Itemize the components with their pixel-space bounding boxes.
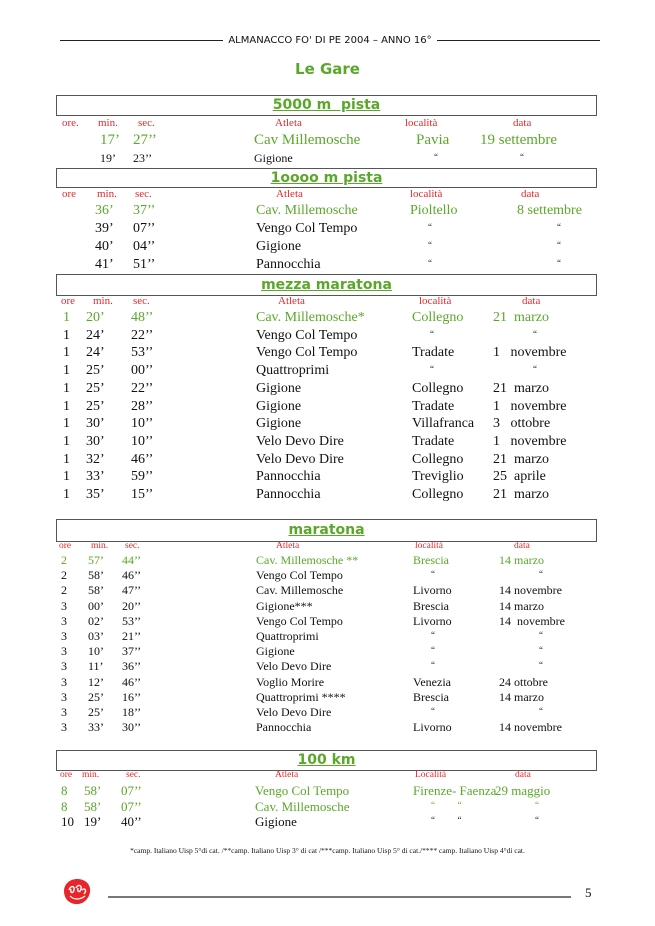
cell-data: 29 maggio xyxy=(495,783,551,798)
cell-min: 00’ xyxy=(88,598,104,613)
cell-ore: 10 xyxy=(61,814,74,829)
table-row xyxy=(0,416,655,434)
cell-min: 58’ xyxy=(88,583,104,598)
column-header-localita: Località xyxy=(415,770,447,780)
column-header-ore: ore. xyxy=(62,117,79,129)
cell-min: 30’ xyxy=(86,433,105,449)
column-header-sec: sec. xyxy=(126,770,141,780)
cell-atleta: Gigione xyxy=(256,380,302,396)
cell-localita: Collegno xyxy=(412,310,464,325)
cell-sec: 07’’ xyxy=(121,798,142,814)
cell-data: 14 novembre xyxy=(499,720,562,735)
cell-sec: 16’’ xyxy=(122,689,142,704)
cell-ore: 1 xyxy=(63,469,70,485)
table-row xyxy=(0,257,655,275)
cell-data: 21 marzo xyxy=(493,451,549,467)
table-row xyxy=(0,487,655,505)
cell-atleta: Gigione xyxy=(256,239,302,254)
cell-min: 39’ xyxy=(95,221,114,236)
cell-min: 25’ xyxy=(86,380,105,396)
cell-data: “ xyxy=(557,240,561,250)
cell-sec: 22’’ xyxy=(131,380,154,396)
cell-data: 19 settembre xyxy=(480,132,558,148)
cell-atleta: Gigione*** xyxy=(256,598,313,613)
footer-rule xyxy=(108,896,571,898)
cell-localita: “ xyxy=(428,240,432,250)
column-header-data: data xyxy=(513,117,532,129)
cell-data: “ xyxy=(520,152,524,162)
cell-data: 21 marzo xyxy=(493,380,549,396)
cell-ore: 1 xyxy=(63,451,70,467)
table-row xyxy=(0,328,655,346)
cell-data: “ xyxy=(539,569,543,580)
cell-ore: 1 xyxy=(63,310,70,325)
table-row xyxy=(0,151,655,169)
cell-sec: 53’’ xyxy=(122,613,142,628)
cell-data: 1 novembre xyxy=(493,398,567,414)
cell-ore: 1 xyxy=(63,398,70,414)
cell-ore: 3 xyxy=(61,629,67,643)
column-header-localita: località xyxy=(410,188,443,200)
cell-ore: 2 xyxy=(61,583,67,598)
cell-data: “ xyxy=(535,815,539,825)
cell-localita: Venezia xyxy=(413,674,451,689)
cell-localita: “ “ xyxy=(431,815,462,825)
cell-ore: 3 xyxy=(61,674,67,689)
cell-ore: 2 xyxy=(61,568,67,583)
footnote: *camp. Italiano Uisp 5°di cat. /**camp. Italiano Uisp 3° di cat /***camp. Italiano Uisp 5° di cat./**** camp. Italiano Uisp 4°di cat. xyxy=(130,846,525,855)
column-header-min: min. xyxy=(91,541,109,551)
table-row xyxy=(0,399,655,417)
cell-atleta: Quattroprimi xyxy=(256,363,330,379)
cell-sec: 36’’ xyxy=(122,659,142,674)
cell-localita: Tradate xyxy=(412,433,455,449)
table-row xyxy=(0,345,655,363)
cell-atleta: Cav. Millemosche* xyxy=(256,310,365,325)
cell-min: 25’ xyxy=(88,689,104,704)
cell-localita: “ xyxy=(431,706,435,716)
cell-localita: “ xyxy=(431,630,435,640)
cell-ore: 1 xyxy=(63,433,70,449)
cell-ore: 1 xyxy=(63,327,70,343)
cell-atleta: Cav. Millemosche xyxy=(256,583,344,598)
cell-localita: “ “ xyxy=(431,799,462,810)
cell-atleta: Cav. Millemosche xyxy=(255,798,350,814)
section-title-box xyxy=(56,519,597,542)
section-title-box xyxy=(56,750,597,771)
cell-data: “ xyxy=(539,645,543,656)
cell-localita: Collegno xyxy=(412,380,464,396)
cell-atleta: Vengo Col Tempo xyxy=(255,783,350,798)
column-header-atleta: Atleta xyxy=(276,541,300,551)
cell-data: “ xyxy=(535,799,539,810)
cell-atleta: Velo Devo Dire xyxy=(256,659,332,674)
cell-ore: 3 xyxy=(61,720,67,735)
cell-data: 14 marzo xyxy=(499,689,544,704)
cell-sec: 37’’ xyxy=(122,644,142,659)
cell-min: 30’ xyxy=(86,416,105,432)
column-header-data: data xyxy=(522,295,541,307)
column-header-ore: ore xyxy=(62,188,77,200)
cell-data: “ xyxy=(557,222,561,232)
cell-sec: 04’’ xyxy=(133,239,156,254)
cell-ore: 1 xyxy=(63,345,70,361)
table-row xyxy=(0,310,655,328)
cell-sec: 48’’ xyxy=(131,310,154,325)
cell-localita: “ xyxy=(434,152,438,162)
cell-min: 19’ xyxy=(100,151,116,165)
cell-atleta: Gigione xyxy=(255,814,297,829)
section-title: 5000 m pista xyxy=(272,97,381,113)
cell-atleta: Pannocchia xyxy=(256,487,321,502)
cell-localita: Tradate xyxy=(412,398,455,414)
cell-sec: 18’’ xyxy=(122,705,142,719)
cell-localita: Brescia xyxy=(413,598,449,613)
cell-localita: Livorno xyxy=(413,720,452,735)
cell-atleta: Velo Devo Dire xyxy=(256,705,332,719)
cell-localita: Brescia xyxy=(413,553,449,567)
cell-atleta: Velo Devo Dire xyxy=(256,433,344,449)
cell-sec: 07’’ xyxy=(121,783,142,798)
cell-min: 02’ xyxy=(88,613,104,628)
cell-min: 33’ xyxy=(86,469,105,485)
cell-min: 58’ xyxy=(88,568,104,583)
table-row xyxy=(0,132,655,150)
cell-min: 57’ xyxy=(88,553,104,567)
section-title: 100 km xyxy=(297,752,356,768)
column-header-data: data xyxy=(514,541,530,551)
cell-sec: 21’’ xyxy=(122,629,142,643)
cell-data: “ xyxy=(539,630,543,640)
cell-data: 3 ottobre xyxy=(493,416,551,432)
cell-localita: Tradate xyxy=(412,345,455,361)
cell-sec: 22’’ xyxy=(131,327,154,343)
table-row xyxy=(0,381,655,399)
cell-atleta: Vengo Col Tempo xyxy=(256,568,343,583)
cell-data: “ xyxy=(533,328,537,339)
cell-localita: “ xyxy=(428,258,432,268)
column-header-ore: ore xyxy=(60,770,73,780)
cell-atleta: Cav. Millemosche ** xyxy=(256,553,359,567)
column-header-sec: sec. xyxy=(125,541,140,551)
section-title: 1oooo m pista xyxy=(270,170,383,186)
column-header-sec: sec. xyxy=(138,117,155,129)
column-header-min: min. xyxy=(93,295,113,307)
column-header-data: data xyxy=(521,188,540,200)
cell-localita: Pioltello xyxy=(410,203,458,218)
cell-min: 10’ xyxy=(88,644,104,659)
cell-ore: 1 xyxy=(63,380,70,396)
cell-data: 25 aprile xyxy=(493,469,546,485)
cell-atleta: Vengo Col Tempo xyxy=(256,613,343,628)
cell-sec: 47’’ xyxy=(122,583,142,598)
cell-min: 25’ xyxy=(86,363,105,379)
cell-min: 12’ xyxy=(88,674,104,689)
cell-data: 24 ottobre xyxy=(499,674,548,689)
running-title: ALMANACCO FO' DI PE 2004 – ANNO 16° xyxy=(228,34,432,46)
column-header-data: data xyxy=(515,770,531,780)
table-row xyxy=(0,434,655,452)
cell-data: “ xyxy=(557,258,561,268)
cell-min: 33’ xyxy=(88,720,104,735)
cell-sec: 44’’ xyxy=(122,553,142,567)
cell-atleta: Vengo Col Tempo xyxy=(256,327,358,343)
cell-atleta: Velo Devo Dire xyxy=(256,451,344,467)
table-row xyxy=(0,203,655,221)
cell-localita: Livorno xyxy=(413,613,452,628)
cell-min: 40’ xyxy=(95,239,114,254)
cell-ore: 3 xyxy=(61,659,67,674)
cell-ore: 1 xyxy=(63,487,70,502)
column-header-atleta: Atleta xyxy=(275,117,302,129)
cell-sec: 27’’ xyxy=(133,132,157,148)
column-header-atleta: Atleta xyxy=(276,188,303,200)
cell-localita: Collegno xyxy=(412,451,464,467)
cell-data: 21 marzo xyxy=(493,487,549,502)
cell-localita: Pavia xyxy=(416,132,450,148)
cell-data: 1 novembre xyxy=(493,345,567,361)
cell-min: 17’ xyxy=(100,132,120,148)
cell-ore: 3 xyxy=(61,644,67,659)
cell-sec: 51’’ xyxy=(133,257,156,272)
cell-localita: “ xyxy=(431,645,435,656)
table-row xyxy=(0,720,655,738)
cell-data: 14 novembre xyxy=(499,613,565,628)
cell-ore: 3 xyxy=(61,613,67,628)
header-rule-left xyxy=(60,40,223,41)
cell-localita: Treviglio xyxy=(412,469,464,485)
cell-atleta: Gigione xyxy=(256,398,302,414)
cell-ore: 3 xyxy=(61,705,67,719)
cell-atleta: Voglio Morire xyxy=(256,674,325,689)
cell-localita: “ xyxy=(428,222,432,232)
cell-min: 36’ xyxy=(95,203,114,218)
cell-sec: 00’’ xyxy=(131,363,154,379)
cell-min: 58’ xyxy=(84,798,102,814)
cell-min: 25’ xyxy=(86,398,105,414)
cell-min: 35’ xyxy=(86,487,105,502)
cell-data: 14 marzo xyxy=(499,553,544,567)
cell-sec: 59’’ xyxy=(131,469,154,485)
table-row xyxy=(0,239,655,257)
cell-atleta: Pannocchia xyxy=(256,257,321,272)
cell-sec: 10’’ xyxy=(131,433,154,449)
cell-atleta: Cav. Millemosche xyxy=(256,203,358,218)
cell-atleta: Gigione xyxy=(256,644,295,659)
cell-sec: 10’’ xyxy=(131,416,154,432)
cell-localita: Brescia xyxy=(413,689,449,704)
cell-localita: Firenze- Faenza xyxy=(413,783,497,798)
section-title-box xyxy=(56,95,597,116)
cell-min: 24’ xyxy=(86,327,105,343)
cell-atleta: Pannocchia xyxy=(256,469,321,485)
cell-atleta: Quattroprimi **** xyxy=(256,689,346,704)
table-row xyxy=(0,221,655,239)
cell-data: 1 novembre xyxy=(493,433,567,449)
column-header-min: min. xyxy=(82,770,100,780)
table-row xyxy=(0,452,655,470)
column-header-min: min. xyxy=(97,188,117,200)
cell-atleta: Gigione xyxy=(256,416,302,432)
cell-ore: 3 xyxy=(61,598,67,613)
column-header-atleta: Atleta xyxy=(275,770,299,780)
cell-sec: 23’’ xyxy=(133,151,153,165)
cell-localita: “ xyxy=(430,328,434,339)
cell-sec: 46’’ xyxy=(122,568,142,583)
cell-atleta: Gigione xyxy=(254,151,293,165)
cell-sec: 40’’ xyxy=(121,814,142,829)
column-header-localita: località xyxy=(419,295,452,307)
cell-sec: 20’’ xyxy=(122,598,142,613)
cell-localita: “ xyxy=(430,364,434,375)
cell-data: “ xyxy=(533,364,537,375)
cell-atleta: Pannocchia xyxy=(256,720,312,735)
cell-sec: 07’’ xyxy=(133,221,156,236)
table-row xyxy=(0,814,655,832)
cell-localita: Collegno xyxy=(412,487,464,502)
cell-ore: 8 xyxy=(61,798,68,814)
section-title: maratona xyxy=(288,522,365,538)
cell-atleta: Vengo Col Tempo xyxy=(256,345,358,361)
section-title: mezza maratona xyxy=(261,277,392,293)
cell-localita: Livorno xyxy=(413,583,452,598)
running-header xyxy=(60,33,600,47)
cell-atleta: Cav Millemosche xyxy=(254,132,361,148)
cell-min: 19’ xyxy=(84,814,102,829)
cell-localita: Villafranca xyxy=(412,416,475,432)
cell-ore: 8 xyxy=(61,783,68,798)
cell-data: 14 marzo xyxy=(499,598,544,613)
table-row xyxy=(0,469,655,487)
cell-sec: 28’’ xyxy=(131,398,154,414)
cell-min: 32’ xyxy=(86,451,105,467)
cell-min: 24’ xyxy=(86,345,105,361)
cell-data: “ xyxy=(539,660,543,671)
page-title: Le Gare xyxy=(295,60,360,78)
column-header-localita: località xyxy=(405,117,438,129)
club-logo-icon xyxy=(62,878,92,906)
page-number: 5 xyxy=(585,885,592,900)
cell-atleta: Quattroprimi xyxy=(256,629,319,643)
cell-sec: 30’’ xyxy=(122,720,142,735)
cell-sec: 46’’ xyxy=(131,451,154,467)
cell-sec: 46’’ xyxy=(122,674,142,689)
cell-atleta: Vengo Col Tempo xyxy=(256,221,358,236)
header-rule-right xyxy=(437,40,600,41)
cell-localita: “ xyxy=(431,569,435,580)
column-header-sec: sec. xyxy=(133,295,150,307)
cell-ore: 1 xyxy=(63,363,70,379)
cell-ore: 2 xyxy=(61,553,67,567)
cell-data: “ xyxy=(539,706,543,716)
section-title-box xyxy=(56,274,597,296)
cell-data: 21 marzo xyxy=(493,310,549,325)
column-header-ore: ore xyxy=(61,295,76,307)
cell-min: 25’ xyxy=(88,705,104,719)
cell-localita: “ xyxy=(431,660,435,671)
column-header-sec: sec. xyxy=(135,188,152,200)
column-header-ore: ore xyxy=(59,541,72,551)
section-title-box xyxy=(56,168,597,188)
column-header-min: min. xyxy=(98,117,118,129)
cell-min: 58’ xyxy=(84,783,102,798)
table-row xyxy=(0,363,655,381)
cell-sec: 15’’ xyxy=(131,487,154,502)
cell-sec: 53’’ xyxy=(131,345,154,361)
cell-min: 41’ xyxy=(95,257,114,272)
cell-min: 20’ xyxy=(86,310,105,325)
cell-data: 14 novembre xyxy=(499,583,562,598)
column-header-localita: località xyxy=(415,541,443,551)
cell-ore: 1 xyxy=(63,416,70,432)
cell-sec: 37’’ xyxy=(133,203,156,218)
column-header-atleta: Atleta xyxy=(278,295,305,307)
cell-min: 03’ xyxy=(88,629,104,643)
cell-data: 8 settembre xyxy=(517,203,582,218)
cell-ore: 3 xyxy=(61,689,67,704)
cell-min: 11’ xyxy=(88,659,104,674)
